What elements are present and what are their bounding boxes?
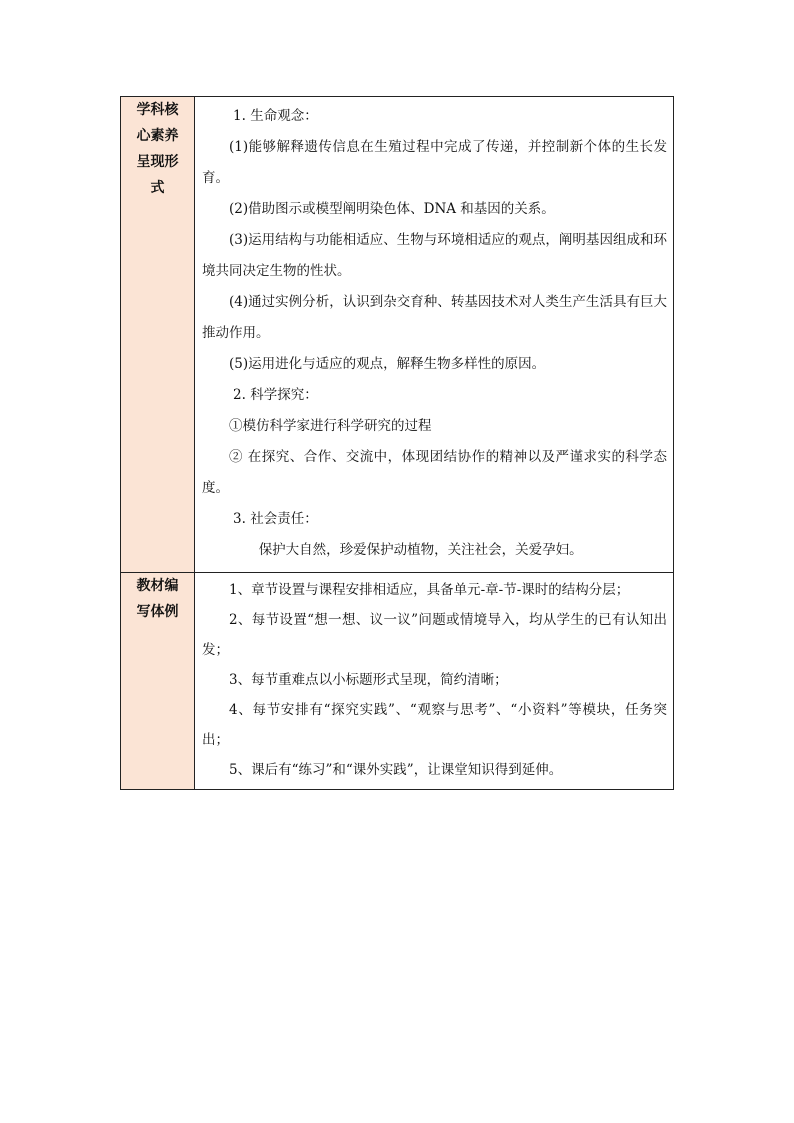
section-title-inquiry: 2. 科学探究： — [233, 387, 318, 403]
list-item: 1、章节设置与课程安排相适应，具备单元-章-节-课时的结构分层； — [229, 582, 630, 598]
row-header-core-literacy — [121, 97, 195, 573]
core-literacy-content — [195, 97, 674, 573]
responsibility-text: 保护大自然，珍爱保护动植物，关注社会，关爱孕妇。 — [258, 542, 583, 558]
inquiry-item: ①模仿科学家进行科学研究的过程 — [229, 418, 432, 434]
section-title-responsibility: 3. 社会责任： — [233, 511, 318, 527]
list-item: 3、每节重难点以小标题形式呈现，简约清晰； — [229, 672, 508, 688]
table-row-textbook-style — [121, 573, 674, 790]
life-concept-item: (4)通过实例分析，认识到杂交育种、转基因技术对人类生产生活具有巨大推动作用。 — [202, 294, 667, 341]
header-line: 写体例 — [136, 604, 179, 620]
textbook-style-content — [195, 573, 674, 790]
header-line: 教材编 — [136, 578, 179, 594]
header-line: 学科核 — [136, 102, 179, 118]
list-item: 5、课后有“练习”和“课外实践”，让课堂知识得到延伸。 — [229, 762, 563, 778]
life-concept-item: (5)运用进化与适应的观点，解释生物多样性的原因。 — [229, 356, 546, 372]
curriculum-table — [120, 96, 674, 790]
life-concept-item: (2)借助图示或模型阐明染色体、DNA 和基因的关系。 — [229, 201, 555, 217]
header-line: 心素养 — [136, 128, 179, 144]
row-header-textbook-style — [121, 573, 195, 790]
section-title-life-concept: 1. 生命观念： — [233, 108, 318, 124]
header-line: 呈现形 — [136, 154, 179, 170]
header-line: 式 — [150, 180, 165, 196]
inquiry-item: ② 在探究、合作、交流中，体现团结协作的精神以及严谨求实的科学态度。 — [202, 449, 667, 496]
table-row-core-literacy — [121, 97, 674, 573]
life-concept-item: (1)能够解释遗传信息在生殖过程中完成了传递，并控制新个体的生长发育。 — [202, 139, 667, 186]
list-item: 2、每节设置“想一想、议一议”问题或情境导入，均从学生的已有认知出发； — [202, 612, 667, 658]
list-item: 4、每节安排有“探究实践”、“观察与思考”、“小资料”等模块，任务突出； — [202, 702, 667, 748]
life-concept-item: (3)运用结构与功能相适应、生物与环境相适应的观点，阐明基因组成和环境共同决定生物的性状。 — [202, 232, 667, 279]
